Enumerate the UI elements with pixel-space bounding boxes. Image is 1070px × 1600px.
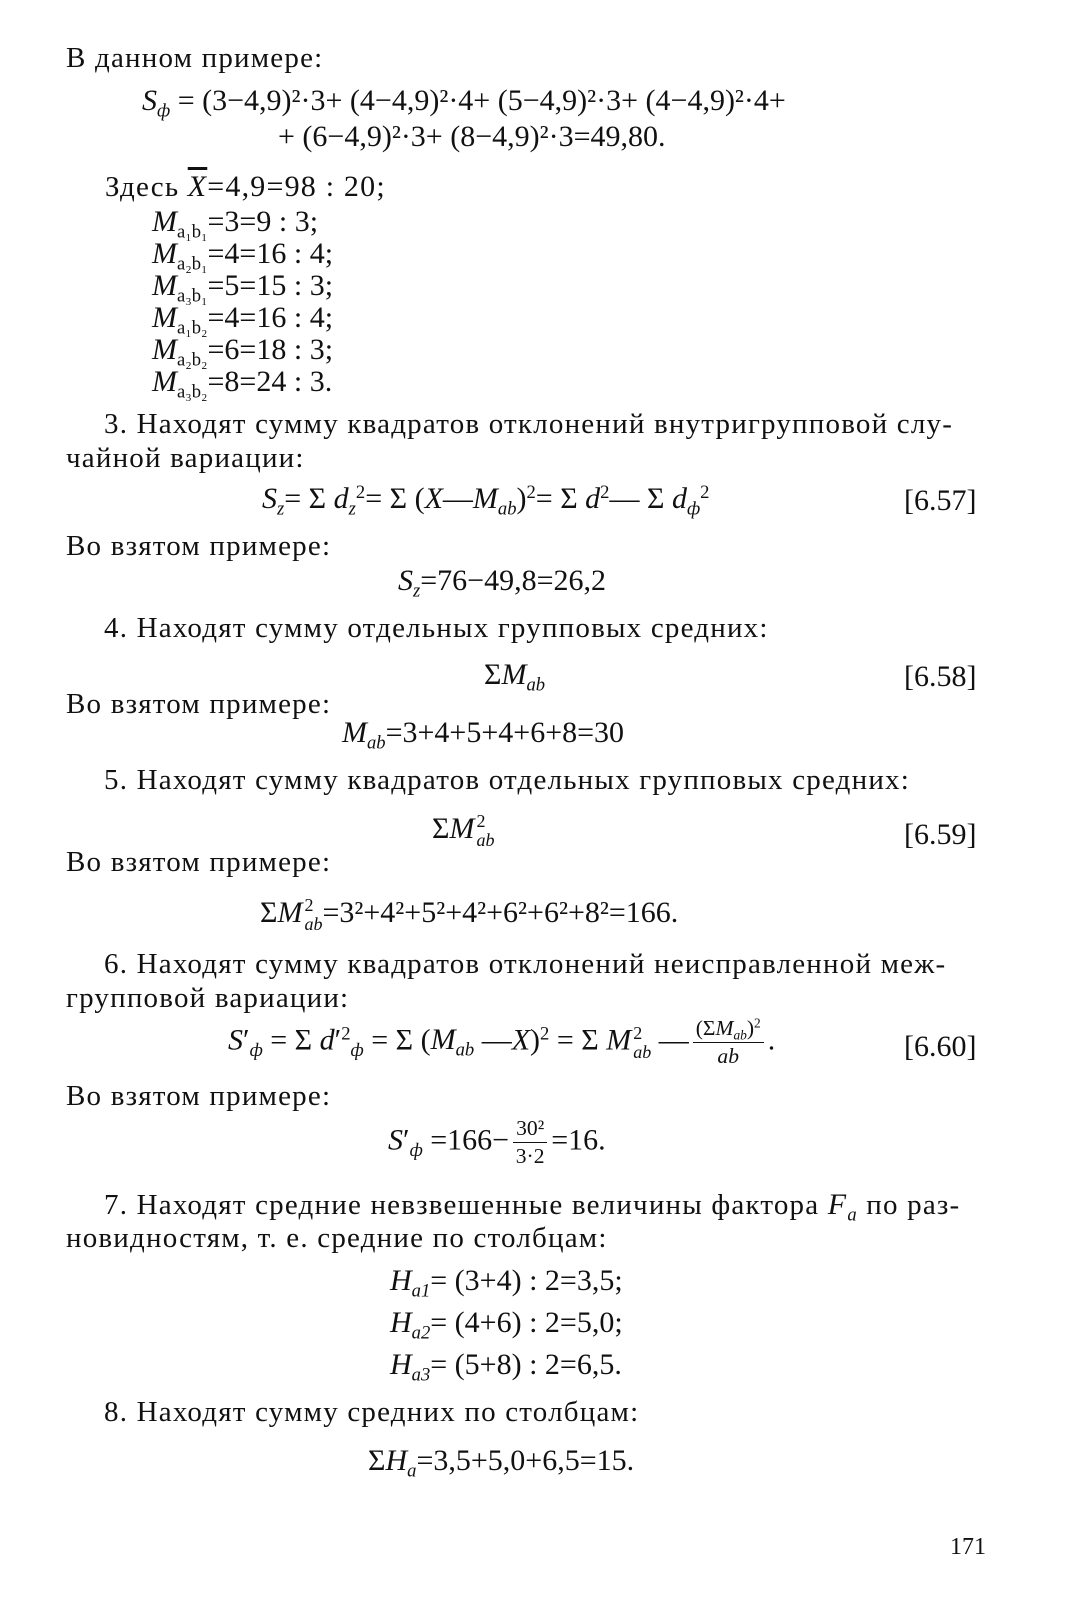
step3-line2: чайной вариации: xyxy=(66,442,305,474)
step6-line2: групповой вариации: xyxy=(66,982,350,1014)
example-label: Во взятом примере: xyxy=(66,530,332,562)
mean-row: $M_{a_1b_1}=3=9$ : 3; xyxy=(152,205,319,243)
mean-row: $M_{a_2b_1}=4=16$ : 4; xyxy=(152,237,334,275)
ha-row: $H_{a2}= (4+6)$ : 2=5,0; xyxy=(390,1306,623,1344)
example-label: Во взятом примере: xyxy=(66,846,332,878)
eq-sf-line2: + (6−4,9)²·3+ (8−4,9)²·3=49,80. xyxy=(278,120,666,153)
sfp-start: =166− xyxy=(430,1123,510,1157)
sfp-value-line: $S'_ф =166-$ $\frac{\text{30²}}{3\cdot 2}$ =16. xyxy=(388,1116,606,1168)
step5-text: 5. Находят сумму квадратов отдельных групповых средних: xyxy=(104,764,911,796)
page-number: 171 xyxy=(950,1534,986,1560)
ha-row: $H_{a1}= (3+4)$ : 2=3,5; xyxy=(390,1264,623,1302)
xbar-eq: =4,9=98 : 20; xyxy=(207,170,386,203)
sfp-denominator: 3·2 xyxy=(515,1143,545,1168)
step8-text: 8. Находят сумму средних по столбцам: xyxy=(104,1396,640,1428)
mab-sum: =3+4+5+4+6+8=30 xyxy=(385,716,625,749)
eq-number-6-60: [6.60] xyxy=(904,1030,977,1063)
eq-number-6-58: [6.58] xyxy=(904,660,977,693)
sfp-end: =16. xyxy=(551,1123,606,1157)
formula-6-60: $S'_ф = \Sigma$ $d'^2_ф = \Sigma$ ($M_{ab}$ —X)$^2$ = Σ M 2 ab — $\frac{(\Sigma M_{ab})^2}{ab}$ . xyxy=(228,1015,776,1068)
m2-value: =3²+4²+5²+4²+6²+6²+8²=166. xyxy=(322,895,679,929)
eq-sf-line1: $S_ф = (3-4,9)^2\cdot 3+ (4-4,9)^2\cdot 4+ (5-4,9)^2\cdot 3+ (4-4,9)^2\cdot 4+$ xyxy=(142,84,786,122)
mab-sum-line: $M_{ab}=3+4+5+4+6+8=30$ xyxy=(342,716,625,754)
eq-number-6-57: [6.57] xyxy=(904,484,977,517)
m2-value-line: ΣM 2 ab =3²+4²+5²+4²+6²+6²+8²=166. xyxy=(260,895,679,934)
sfp-numerator: 30² xyxy=(513,1118,547,1143)
step7-line2: новидностям, т. е. средние по столбцам: xyxy=(66,1222,608,1254)
step7-line1: 7. Находят средние невзвешенные величины фактора $F_a$ по раз- xyxy=(104,1188,961,1226)
mean-row: $M_{a_2b_2}=6=18$ : 3; xyxy=(152,333,334,371)
mean-row: $M_{a_1b_2}=4=16$ : 4; xyxy=(152,301,334,339)
step6-line1: 6. Находят сумму квадратов отклонений неисправленной меж- xyxy=(104,948,947,980)
eq-number-6-59: [6.59] xyxy=(904,818,977,851)
step4-text: 4. Находят сумму отдельных групповых средних: xyxy=(104,612,769,644)
sum-ha: =3,5+5,0+6,5=15. xyxy=(416,1444,635,1477)
ha-row: $H_{a3}= (5+8)$ : 2=6,5. xyxy=(390,1348,622,1386)
here-line: Здесь $\overline{X}=4,9=98$ : 20; xyxy=(105,170,386,203)
example-label: Во взятом примере: xyxy=(66,1080,332,1112)
formula-6-57: $S_z= \Sigma$ $d_z^2= \Sigma$ $(X—M_{ab})^2= \Sigma$ $d^2—$ Σ $d_ф^2$ xyxy=(262,481,710,520)
step3-line1: 3. Находят сумму квадратов отклонений внутригрупповой слу- xyxy=(104,408,954,440)
step7-line1b: по раз- xyxy=(866,1189,961,1221)
formula-6-58: $\Sigma M_{ab}$ xyxy=(484,658,546,696)
eq-sf-line1-text: = (3−4,9)²·3+ (4−4,9)²·4+ (5−4,9)²·3+ (4−4,9)²·4+ xyxy=(177,84,786,117)
sz-value: =76−49,8=26,2 xyxy=(420,564,607,597)
here-label: Здесь xyxy=(105,171,180,203)
sum-ha-line: $\Sigma H_a=3,5+5,0+6,5=15$. xyxy=(368,1444,635,1482)
sz-value-line: $S_z=76-49,8=26,2$ xyxy=(398,564,607,602)
mean-row: $M_{a_3b_1}=5=15$ : 3; xyxy=(152,269,334,307)
formula-6-59: ΣM 2 ab xyxy=(432,811,495,850)
intro-text: В данном примере: xyxy=(66,42,324,74)
mean-row: $M_{a_3b_2}=8=24$ : 3. xyxy=(152,365,333,403)
step7-line1a: 7. Находят средние невзвешенные величины фактора xyxy=(104,1189,820,1221)
example-label: Во взятом примере: xyxy=(66,688,332,720)
